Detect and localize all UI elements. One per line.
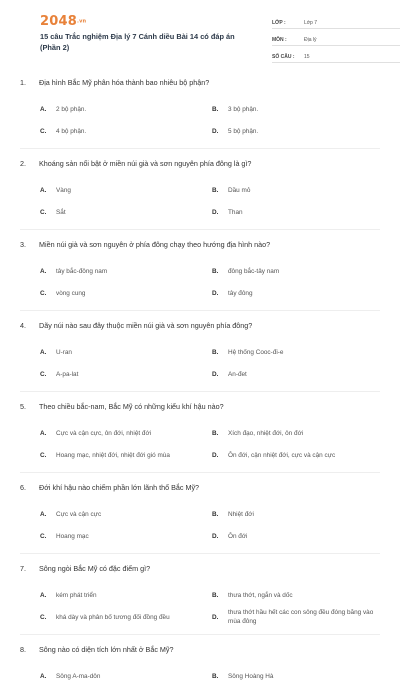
question-stem	[20, 321, 380, 331]
question-number: 8.	[20, 645, 26, 654]
option-letter: B.	[212, 348, 219, 356]
option-letter: A.	[40, 348, 47, 356]
option-text: kém phát triển	[56, 591, 97, 599]
option-text: tây bắc-đông nam	[56, 267, 108, 275]
option-letter: B.	[212, 267, 219, 275]
answer-option[interactable]	[212, 282, 384, 304]
option-text: đông bắc-tây nam	[228, 267, 280, 275]
option-letter: A.	[40, 267, 47, 275]
question-text: Địa hình Bắc Mỹ phân hóa thành bao nhiêu bộ phận?	[39, 78, 210, 87]
question-stem	[20, 564, 380, 574]
answer-options	[40, 98, 380, 142]
option-text: Cực và cận cực, ôn đới, nhiệt đới	[56, 429, 152, 437]
option-text: khá dày và phân bố tương đối đồng đều	[56, 613, 170, 621]
answer-option[interactable]	[40, 422, 212, 444]
answer-option[interactable]	[212, 665, 384, 687]
answer-option[interactable]	[40, 444, 212, 466]
question-text: Dãy núi nào sau đây thuộc miền núi già và sơn nguyên phía đông?	[39, 321, 253, 330]
logo-text: 2048	[40, 14, 77, 29]
answer-option[interactable]	[40, 665, 212, 687]
question-item	[20, 240, 380, 311]
option-text: Dầu mỏ	[228, 186, 251, 194]
option-letter: C.	[40, 451, 47, 459]
question-item	[20, 483, 380, 554]
option-text: 4 bộ phận.	[56, 127, 87, 135]
answer-option[interactable]	[212, 525, 384, 547]
option-letter: C.	[40, 532, 47, 540]
answer-option[interactable]	[212, 444, 384, 466]
question-item	[20, 564, 380, 635]
question-text: Theo chiều bắc-nam, Bắc Mỹ có những kiểu khí hậu nào?	[39, 402, 224, 411]
option-letter: D.	[212, 289, 219, 297]
option-text: 5 bộ phận.	[228, 127, 259, 135]
answer-option[interactable]	[212, 260, 384, 282]
option-letter: C.	[40, 127, 47, 135]
answer-option[interactable]	[212, 503, 384, 525]
meta-row-subject	[272, 32, 400, 46]
answer-option[interactable]	[212, 201, 384, 223]
question-item	[20, 78, 380, 149]
answer-option[interactable]	[40, 201, 212, 223]
answer-option[interactable]	[212, 584, 384, 606]
question-number: 4.	[20, 321, 26, 330]
meta-value: Địa lý	[304, 37, 317, 43]
option-letter: B.	[212, 510, 219, 518]
meta-label: LỚP :	[272, 20, 286, 26]
option-letter: B.	[212, 429, 219, 437]
answer-options	[40, 422, 380, 466]
option-text: A-pa-lat	[56, 370, 79, 378]
question-stem	[20, 78, 380, 88]
option-text: 2 bộ phận.	[56, 105, 87, 113]
option-letter: A.	[40, 672, 47, 680]
question-stem	[20, 240, 380, 250]
divider	[20, 553, 380, 554]
option-letter: D.	[212, 208, 219, 216]
question-number: 3.	[20, 240, 26, 249]
option-text: vòng cung	[56, 289, 86, 297]
option-text: Nhiệt đới	[228, 510, 254, 518]
answer-option[interactable]	[212, 179, 384, 201]
option-letter: B.	[212, 591, 219, 599]
meta-info	[272, 15, 400, 66]
question-item	[20, 321, 380, 392]
question-item	[20, 645, 380, 687]
question-text: Miền núi già và sơn nguyên ở phía đông chạy theo hướng địa hình nào?	[39, 240, 271, 249]
answer-option[interactable]	[40, 606, 212, 628]
divider	[20, 310, 380, 311]
option-text: 3 bộ phận.	[228, 105, 259, 113]
option-letter: B.	[212, 186, 219, 194]
page-title: 15 câu Trắc nghiệm Địa lý 7 Cánh diều Bài 14 có đáp án (Phần 2)	[40, 32, 235, 52]
option-letter: A.	[40, 429, 47, 437]
divider	[20, 391, 380, 392]
option-letter: B.	[212, 672, 219, 680]
option-letter: A.	[40, 591, 47, 599]
answer-option[interactable]	[40, 341, 212, 363]
meta-row-count	[272, 49, 400, 63]
option-text: thưa thớt, ngắn và dốc	[228, 591, 293, 599]
option-text: U-ran	[56, 348, 72, 356]
option-text: Ôn đới	[228, 532, 248, 540]
answer-options	[40, 179, 380, 223]
answer-options	[40, 665, 380, 687]
question-number: 5.	[20, 402, 26, 411]
question-item	[20, 402, 380, 473]
option-letter: A.	[40, 186, 47, 194]
question-number: 7.	[20, 564, 26, 573]
option-text: Than	[228, 208, 243, 216]
option-text: Cực và cận cực	[56, 510, 102, 518]
answer-option[interactable]	[212, 341, 384, 363]
option-text: Sông A-ma-dôn	[56, 672, 101, 680]
answer-option[interactable]	[40, 363, 212, 385]
answer-option[interactable]	[212, 606, 384, 628]
answer-option[interactable]	[212, 422, 384, 444]
option-text: Hệ thống Cooc-đi-e	[228, 348, 284, 356]
meta-value: Lớp 7	[304, 20, 318, 26]
option-text: thưa thớt hầu hết các con sông đều đóng băng vào mùa đông	[228, 609, 374, 625]
question-number: 2.	[20, 159, 26, 168]
option-text: Ôn đới, cận nhiệt đới, cực và cận cực	[228, 451, 336, 459]
answer-option[interactable]	[40, 525, 212, 547]
option-letter: D.	[212, 127, 219, 135]
meta-row-class	[272, 15, 400, 29]
option-text: An-đet	[228, 370, 247, 378]
option-letter: D.	[212, 451, 219, 459]
question-item	[20, 159, 380, 230]
answer-option[interactable]	[212, 98, 384, 120]
answer-options	[40, 341, 380, 385]
option-letter: C.	[40, 613, 47, 621]
option-letter: C.	[40, 289, 47, 297]
divider	[20, 634, 380, 635]
header	[20, 0, 380, 66]
question-text: Sông ngòi Bắc Mỹ có đặc điểm gì?	[39, 564, 151, 573]
answer-option[interactable]	[40, 260, 212, 282]
meta-value: 15	[304, 54, 310, 60]
question-stem	[20, 645, 380, 655]
site-logo[interactable]	[40, 14, 86, 29]
divider	[20, 472, 380, 473]
option-letter: D.	[212, 370, 219, 378]
option-text: tây đông	[228, 289, 253, 297]
divider	[20, 229, 380, 230]
question-stem	[20, 402, 380, 412]
option-letter: C.	[40, 370, 47, 378]
logo-suffix: .vn	[76, 18, 87, 25]
question-number: 6.	[20, 483, 26, 492]
answer-option[interactable]	[40, 503, 212, 525]
option-letter: C.	[40, 208, 47, 216]
option-text: Xích đạo, nhiệt đới, ôn đới	[228, 429, 304, 437]
question-list	[20, 78, 380, 687]
meta-label: SỐ CÂU :	[272, 54, 295, 60]
question-number: 1.	[20, 78, 26, 87]
option-letter: A.	[40, 105, 47, 113]
option-text: Hoang mạc	[56, 532, 89, 540]
answer-option[interactable]	[40, 282, 212, 304]
answer-options	[40, 584, 380, 628]
option-letter: B.	[212, 105, 219, 113]
answer-option[interactable]	[40, 584, 212, 606]
option-letter: D.	[212, 613, 219, 621]
answer-option[interactable]	[40, 179, 212, 201]
answer-option[interactable]	[40, 120, 212, 142]
divider	[20, 148, 380, 149]
option-text: Vàng	[56, 186, 71, 194]
meta-label: MÔN :	[272, 37, 287, 43]
question-text: Sông nào có diện tích lớn nhất ở Bắc Mỹ?	[39, 645, 174, 654]
answer-option[interactable]	[212, 120, 384, 142]
option-letter: D.	[212, 532, 219, 540]
question-text: Đới khí hậu nào chiếm phần lớn lãnh thổ Bắc Mỹ?	[39, 483, 200, 492]
question-stem	[20, 483, 380, 493]
option-text: Sông Hoàng Hà	[228, 672, 274, 680]
answer-options	[40, 260, 380, 304]
question-stem	[20, 159, 380, 169]
answer-options	[40, 503, 380, 547]
answer-option[interactable]	[212, 363, 384, 385]
option-text: Sắt	[56, 208, 66, 216]
option-text: Hoang mạc, nhiệt đới, nhiệt đới gió mùa	[56, 451, 170, 459]
option-letter: A.	[40, 510, 47, 518]
answer-option[interactable]	[40, 98, 212, 120]
question-text: Khoáng sản nổi bật ở miền núi già và sơn nguyên phía đông là gì?	[39, 159, 252, 168]
